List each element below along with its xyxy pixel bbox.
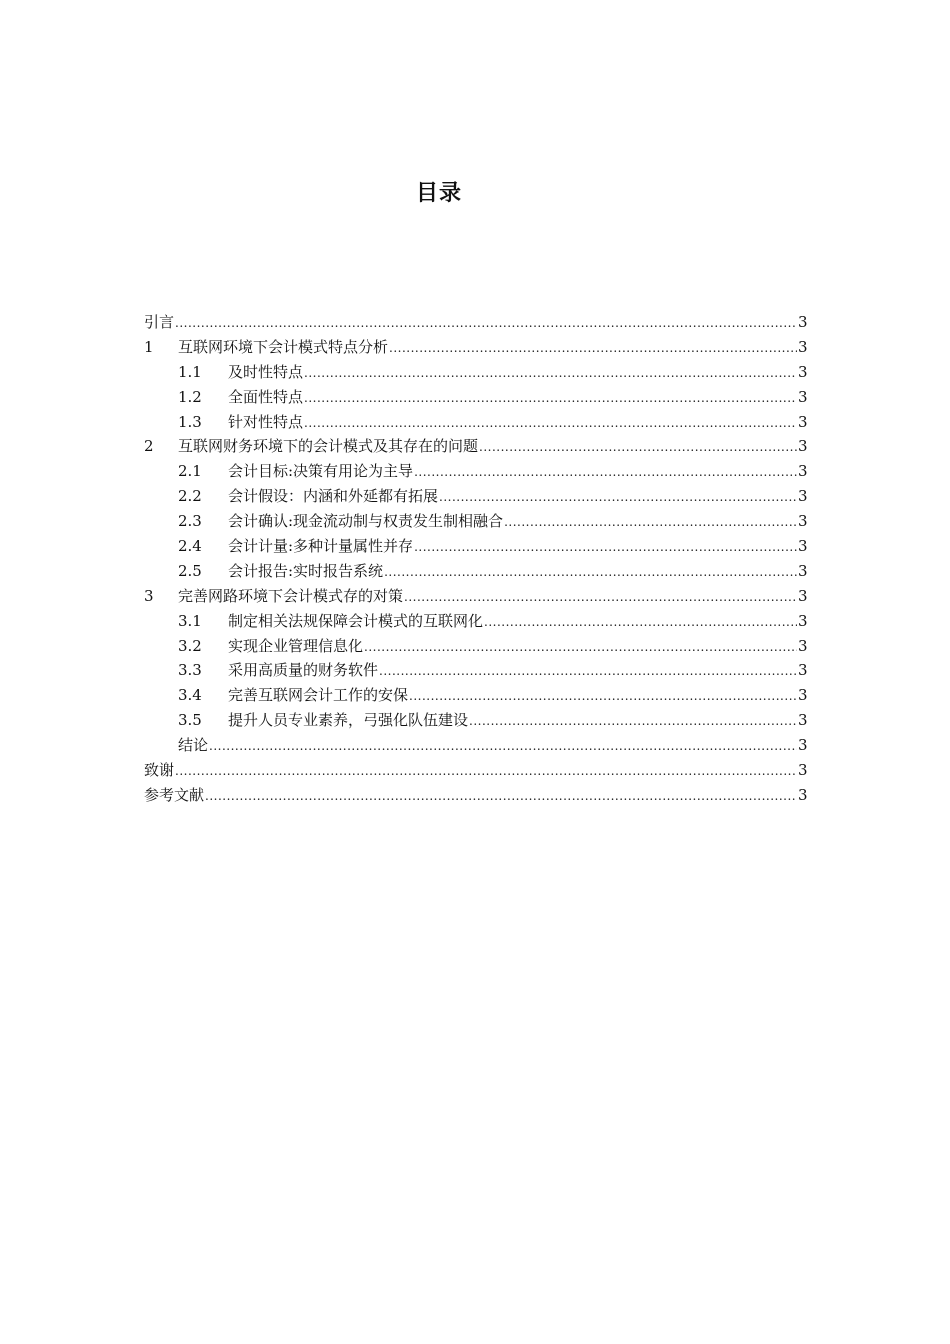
toc-dot-leader [379,659,797,684]
toc-entry-label: 互联网环境下会计模式特点分析 [178,337,389,356]
toc-entry-label: 会计目标:决策有用论为主导 [228,462,414,481]
toc-entry-label: 互联网财务环境下的会计模式及其存在的问题 [178,437,479,456]
toc-entry-number: 1 [144,337,154,356]
toc-entry-section-3-5[interactable] [144,708,806,733]
toc-page-number: 3 [798,362,808,381]
toc-entry-section-2-1[interactable] [144,459,806,484]
toc-page-number: 3 [798,437,808,456]
toc-dot-leader [389,336,797,361]
toc-dot-leader [414,535,797,560]
toc-dot-leader [304,361,797,386]
toc-dot-leader [175,759,797,784]
toc-page-number: 3 [798,586,808,605]
toc-entry-section-1-3[interactable] [144,410,806,435]
toc-page-number: 3 [798,711,808,730]
toc-entry-label: 及时性特点 [228,362,304,381]
toc-page-number: 3 [798,636,808,655]
toc-dot-leader [414,460,797,485]
toc-page-number: 3 [798,337,808,356]
toc-entry-chapter-1[interactable] [144,335,806,360]
toc-dot-leader [209,734,797,759]
toc-entry-number: 2 [144,437,154,456]
toc-entry-number: 3.3 [178,661,202,680]
toc-entry-label: 参考文献 [144,785,205,804]
toc-entry-label: 完善网路环境下会计模式存的对策 [178,586,404,605]
toc-page-number: 3 [798,736,808,755]
toc-entry-section-1-1[interactable] [144,360,806,385]
toc-entry-section-3-3[interactable] [144,658,806,683]
toc-entry-conclusion[interactable] [144,733,806,758]
toc-entry-section-2-4[interactable] [144,534,806,559]
toc-dot-leader [175,311,797,336]
toc-entry-number: 2.3 [178,512,202,531]
toc-dot-leader [504,510,797,535]
toc-entry-number: 3 [144,586,154,605]
toc-entry-label: 完善互联网会计工作的安保 [228,686,409,705]
toc-entry-section-2-5[interactable] [144,559,806,584]
toc-page-number: 3 [798,761,808,780]
toc-entry-introduction[interactable] [144,310,806,335]
toc-page-number: 3 [798,487,808,506]
toc-entry-section-2-2[interactable] [144,484,806,509]
toc-dot-leader [364,635,797,660]
toc-entry-chapter-3[interactable] [144,584,806,609]
toc-dot-leader [205,784,797,809]
toc-entry-number: 1.3 [178,412,202,431]
toc-page-number: 3 [798,785,808,804]
toc-page-number: 3 [798,512,808,531]
toc-page-number: 3 [798,686,808,705]
toc-entry-acknowledgements[interactable] [144,758,806,783]
toc-entry-section-3-1[interactable] [144,609,806,634]
toc-entry-number: 3.1 [178,611,202,630]
toc-entry-number: 1.1 [178,362,202,381]
toc-dot-leader [384,560,797,585]
toc-page-number: 3 [798,537,808,556]
toc-entry-number: 3.2 [178,636,202,655]
toc-page-number: 3 [798,611,808,630]
toc-entry-number: 2.1 [178,462,202,481]
toc-entry-label: 结论 [178,736,209,755]
toc-dot-leader [484,610,797,635]
toc-entry-number: 3.4 [178,686,202,705]
toc-page-number: 3 [798,462,808,481]
toc-entry-number: 3.5 [178,711,202,730]
toc-entry-label: 实现企业管理信息化 [228,636,364,655]
toc-entry-label: 会计确认:现金流动制与权责发生制相融合 [228,512,504,531]
toc-page-number: 3 [798,313,808,331]
toc-entry-label: 全面性特点 [228,387,304,406]
toc-entry-label: 采用高质量的财务软件 [228,661,379,680]
toc-entry-label: 针对性特点 [228,412,304,431]
page-title: 目录 [415,181,462,206]
toc-entry-section-3-4[interactable] [144,683,806,708]
toc-dot-leader [404,585,797,610]
toc-entry-label: 引言 [144,313,175,331]
toc-entry-number: 2.5 [178,561,202,580]
toc-page-number: 3 [798,561,808,580]
toc-page-number: 3 [798,661,808,680]
toc-entry-references[interactable] [144,783,806,808]
toc-page-number: 3 [798,412,808,431]
toc-entry-section-2-3[interactable] [144,509,806,534]
toc-entry-label: 提升人员专业素养，弓强化队伍建设 [228,711,469,730]
toc-entry-number: 1.2 [178,387,202,406]
toc-entry-section-1-2[interactable] [144,385,806,410]
toc-dot-leader [469,709,797,734]
toc-entry-section-3-2[interactable] [144,634,806,659]
toc-entry-chapter-2[interactable] [144,434,806,459]
toc-dot-leader [304,386,797,411]
toc-dot-leader [439,485,797,510]
table-of-contents [144,310,806,808]
toc-dot-leader [479,435,797,460]
toc-entry-label: 致谢 [144,761,175,780]
toc-entry-label: 会计计量:多种计量属性并存 [228,537,414,556]
toc-page-number: 3 [798,387,808,406]
toc-entry-label: 会计报告:实时报告系统 [228,561,384,580]
toc-dot-leader [304,411,797,436]
toc-entry-number: 2.2 [178,487,202,506]
toc-entry-label: 会计假设：内涵和外延都有拓展 [228,487,439,506]
toc-dot-leader [409,684,797,709]
toc-entry-label: 制定相关法规保障会计模式的互联网化 [228,611,484,630]
toc-entry-number: 2.4 [178,537,202,556]
